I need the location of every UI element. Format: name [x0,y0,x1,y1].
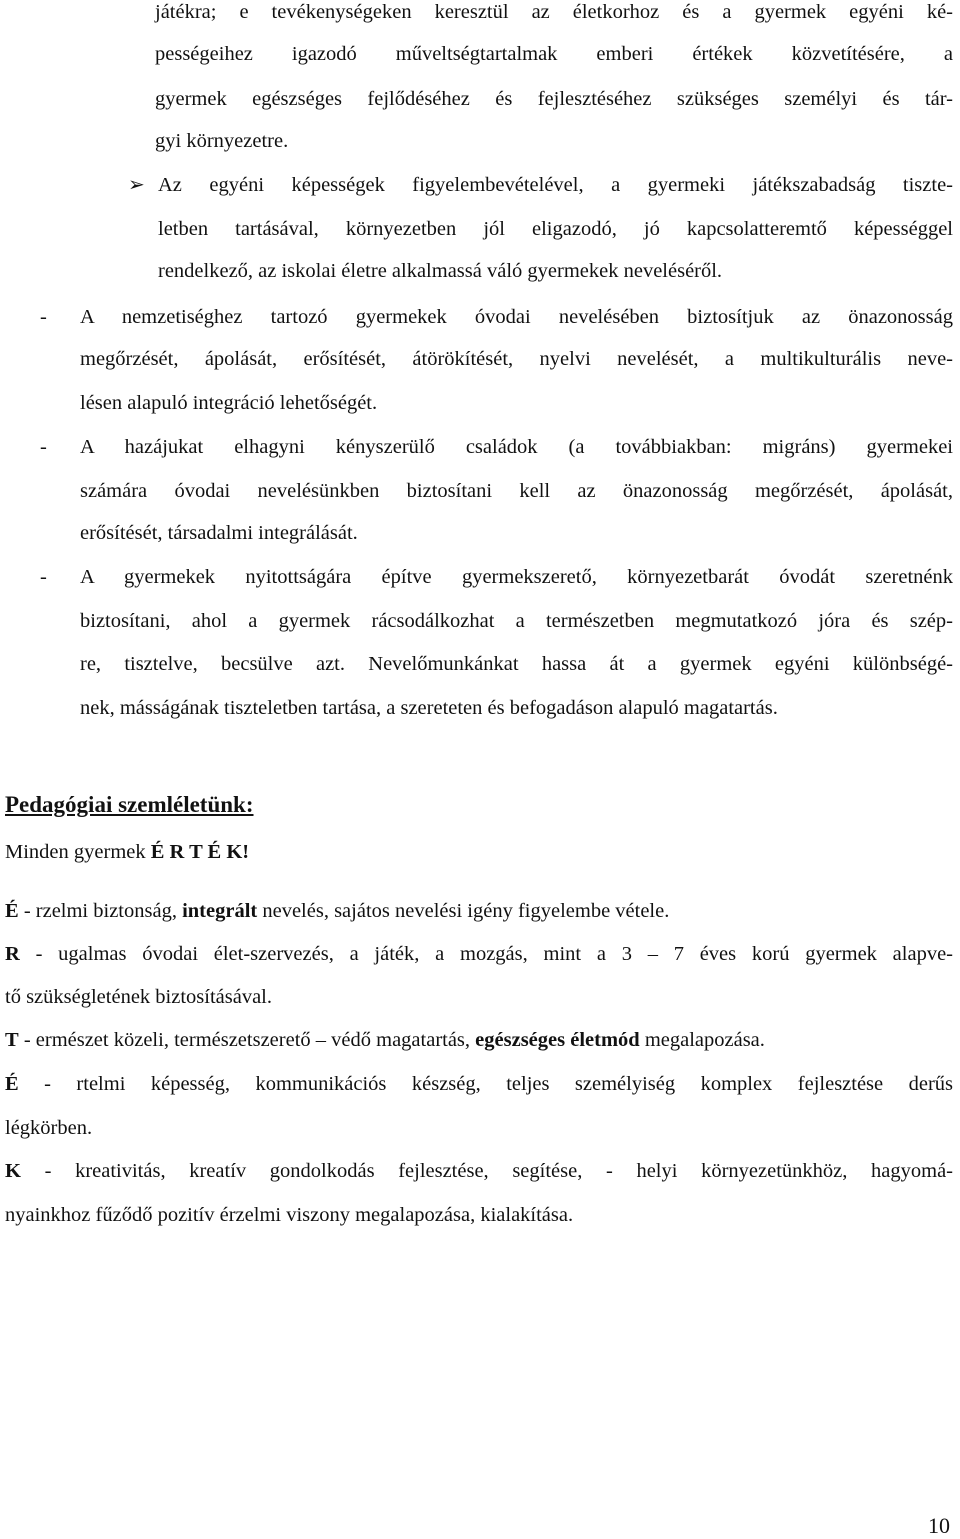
value-e2-line-1 [5,1070,953,1098]
value-r-line-1 [5,940,953,968]
value-text: megalapozása. [639,1029,765,1051]
dash-item-1-line-1: A nemzetiséghez tartozó gyermekek óvodai nevelésében biztosítjuk az önazonosság [80,306,953,328]
page-number: 10 [928,1513,950,1538]
value-r-line-2: tő szükségletének biztosításával. [5,986,272,1008]
value-k-line-1 [5,1157,953,1185]
dash-bullet: - [40,436,47,458]
arrow-bullet-icon: ➢ [128,174,145,196]
value-bold-text: egészséges életmód [475,1029,640,1051]
intro-line-1: játékra; e tevékenységeken keresztül az életkorhoz és a gyermek egyéni ké- [155,1,953,23]
value-k-line-2: nyainkhoz fűződő pozitív érzelmi viszony megalapozása, kialakítása. [5,1204,574,1226]
value-letter: T [5,1029,19,1051]
dash-item-3-line-4: nek, másságának tiszteletben tartása, a szereteten és befogadáson alapuló magatartás. [80,697,778,719]
dash-item-2-line-2: számára óvodai nevelésünkben biztosítani kell az önazonosság megőrzését, ápolását, [80,480,953,502]
dash-bullet: - [40,306,47,328]
value-letter: É [5,900,19,922]
value-text: - rzelmi biztonság, [18,900,183,922]
intro-line-3: gyermek egészséges fejlődéséhez és fejlesztéséhez szükséges személyi és tár- [155,88,953,110]
dash-item-3-line-2: biztosítani, ahol a gyermek rácsodálkozhat a természetben megmutatkozó jóra és szép- [80,610,953,632]
intro-line-4: gyi környezetre. [155,130,289,152]
dash-item-3-line-3: re, tisztelve, becsülve azt. Nevelőmunkánkat hassa át a gyermek egyéni különbségé- [80,653,953,675]
value-text: - ermészet közeli, természetszerető – védő magatartás, [18,1029,476,1051]
motto-acronym: É R T É K! [150,841,250,863]
value-t [5,1026,765,1054]
dash-item-1-line-3: lésen alapuló integráció lehetőségét. [80,392,378,414]
value-text: - ugalmas óvodai élet-szervezés, a játék, a mozgás, mint a 3 – 7 éves korú gyermek alapve- [19,943,953,965]
value-bold-text: integrált [182,900,258,922]
section-heading: Pedagógiai szemléletünk: [5,792,254,817]
motto-prefix: Minden gyermek [5,841,151,863]
dash-item-2-line-1: A hazájukat elhagyni kényszerülő családok (a továbbiakban: migráns) gyermekei [80,436,953,458]
value-letter: É [5,1073,19,1095]
dash-item-2-line-3: erősítését, társadalmi integrálását. [80,522,358,544]
dash-bullet: - [40,566,47,588]
value-e2-line-2: légkörben. [5,1117,93,1139]
value-e1 [5,897,669,925]
motto-line [5,838,249,866]
intro-line-2: pességeihez igazodó műveltségtartalmak emberi értékek közvetítésére, a [155,43,953,65]
arrow-item-line-1: Az egyéni képességek figyelembevételével, a gyermeki játékszabadság tiszte- [158,174,953,196]
value-letter: K [5,1160,21,1182]
value-letter: R [5,943,20,965]
dash-item-1-line-2: megőrzését, ápolását, erősítését, átörökítését, nyelvi nevelését, a multikulturális neve- [80,348,953,370]
value-text: - rtelmi képesség, kommunikációs készség, teljes személyiség komplex fejlesztése derűs [18,1073,953,1095]
arrow-item-line-3: rendelkező, az iskolai életre alkalmassá váló gyermekek neveléséről. [158,260,723,282]
arrow-item-line-2: letben tartásával, környezetben jól eligazodó, jó kapcsolatteremtő képességgel [158,218,953,240]
value-text: - kreativitás, kreatív gondolkodás fejlesztése, segítése, - helyi környezetünkhöz, hagyomá- [20,1160,953,1182]
dash-item-3-line-1: A gyermekek nyitottságára építve gyermekszerető, környezetbarát óvodát szeretnénk [80,566,953,588]
value-text: nevelés, sajátos nevelési igény figyelembe vétele. [257,900,670,922]
